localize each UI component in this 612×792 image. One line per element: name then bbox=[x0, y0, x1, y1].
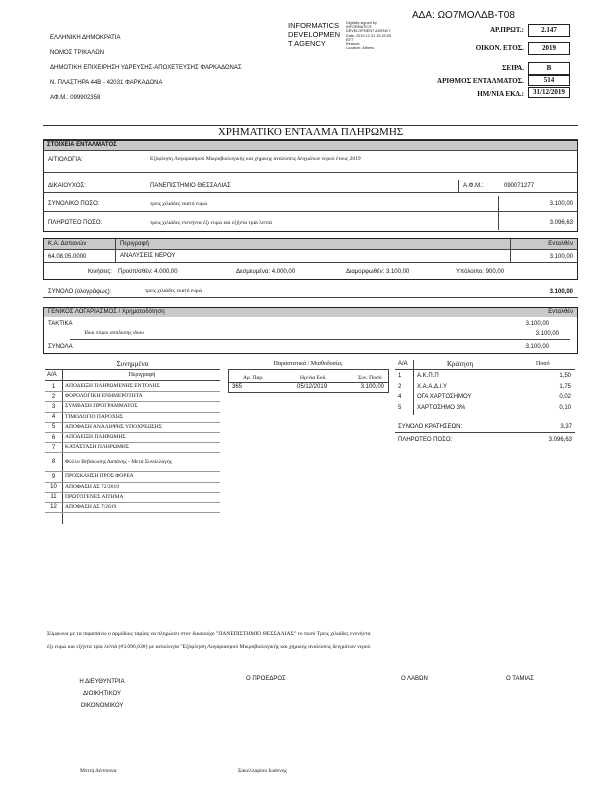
signature-line: DEVELOPMENT AGENCY bbox=[346, 29, 391, 34]
attachment-text: ΦΟΡΟΛΟΓΙΚΗ ΕΝΗΜΕΡΟΤΗΤΑ bbox=[65, 393, 143, 400]
expense-amount: 3.100,00 bbox=[549, 254, 573, 260]
signature-line: Location: Athens bbox=[346, 46, 375, 51]
plirotaio-words: τρεις χιλιάδες ενενήντα έξι ευρώ και εξήντα τρία λεπτά bbox=[150, 220, 273, 226]
attachment-number: 12 bbox=[50, 504, 57, 511]
deduction-row bbox=[395, 403, 575, 414]
general-row-label: Ίδιοι πόροι απόδοσης ιδιου bbox=[84, 330, 144, 336]
attachment-text: ΑΠΟΔΕΙΞΗ ΠΛΗΡΩΜΗΣ bbox=[65, 434, 126, 441]
org-line: ΑΦ.Μ.: 099902358 bbox=[50, 95, 101, 101]
field-value-ar-prot: 2.147 bbox=[528, 24, 570, 37]
field-value-arithmos: 514 bbox=[528, 75, 570, 86]
expense-code: 64.08.05.0000 bbox=[48, 254, 87, 260]
digital-signature bbox=[346, 21, 391, 50]
deduction-number: 5 bbox=[398, 404, 402, 411]
org-block bbox=[50, 31, 242, 106]
expense-col-desc: Περιγραφή bbox=[120, 241, 149, 247]
general-row-label: ΣΥΝΟΛΑ bbox=[48, 344, 73, 350]
deductions-list bbox=[395, 371, 575, 413]
general-row-label: ΤΑΚΤΙΚΑ bbox=[48, 321, 73, 327]
attachment-number: 1 bbox=[51, 383, 56, 390]
deduction-amount: 1,50 bbox=[559, 373, 571, 380]
deductions-col-amount: Ποσό bbox=[536, 361, 550, 367]
details-section-header: ΣΤΟΙΧΕΙΑ ΕΝΤΑΛΜΑΤΟΣ bbox=[44, 141, 577, 150]
attachment-number: 4 bbox=[51, 414, 56, 421]
synoliko-value: 3.100,00 bbox=[549, 201, 573, 207]
signature-line: EET bbox=[346, 37, 354, 42]
general-header-right: Ενταλθέν bbox=[548, 309, 573, 315]
signature-role: Η ΔΙΕΥΘΥΝΤΡΙΑ bbox=[79, 679, 125, 685]
field-value-oikon-etos: 2019 bbox=[528, 42, 570, 55]
attachments-list bbox=[45, 382, 220, 513]
attachment-number: 2 bbox=[51, 393, 56, 400]
attachment-number: 9 bbox=[51, 473, 56, 480]
attachment-row bbox=[45, 503, 220, 513]
page-title: ΧΡΗΜΑΤΙΚΟ ΕΝΤΑΛΜΑ ΠΛΗΡΩΜΗΣ bbox=[43, 125, 578, 140]
field-label-seira: ΣΕΙΡΑ. bbox=[501, 64, 524, 72]
attachment-text: Φύλλο Βεβαίωσης Δαπάνης - Μετά Συναλλαγής bbox=[65, 458, 172, 465]
general-row-value: 3.100,00 bbox=[535, 331, 559, 337]
deduction-name: Α.Κ.Π.Π bbox=[417, 373, 439, 380]
attachment-text: ΑΠΟΦΑΣΗ ΔΣ 72/2019 bbox=[65, 483, 120, 490]
ada-code: ΑΔΑ: ΩΟ7ΜΟΛΔΒ-Τ08 bbox=[412, 10, 515, 21]
attachment-row bbox=[45, 423, 220, 433]
attachment-number: 10 bbox=[50, 484, 57, 491]
field-label-oikon-etos: ΟΙΚΟΝ. ΕΤΟΣ. bbox=[475, 44, 524, 52]
sub-remaining: Υπόλοιπο: 900,00 bbox=[456, 269, 505, 275]
org-line: ΕΛΛΗΝΙΚΗ ΔΗΜΟΚΡΑΤΙΑ bbox=[50, 35, 121, 41]
deduction-number: 2 bbox=[398, 383, 402, 390]
voucher-amount: 3.100,00 bbox=[360, 384, 384, 390]
aitiologia-label: ΑΙΤΙΟΛΟΓΙΑ: bbox=[48, 157, 83, 163]
deduction-row bbox=[395, 382, 575, 393]
sub-moves-label: Κινήσεις: bbox=[88, 269, 112, 275]
sub-budget: Προϋπ/σθέν: 4.000,00 bbox=[118, 269, 178, 275]
sub-formed: Διαμορφωθέν: 3.100,00 bbox=[346, 269, 410, 275]
deduction-row bbox=[395, 392, 575, 403]
afm-value: 090071277 bbox=[504, 183, 535, 189]
attachment-row bbox=[45, 382, 220, 392]
field-label-arithmos: ΑΡΙΘΜΟΣ ΕΝΤΑΛΜΑΤΟΣ. bbox=[437, 77, 524, 85]
attachment-row bbox=[45, 493, 220, 503]
attachment-row bbox=[45, 472, 220, 482]
attachment-number: 5 bbox=[51, 424, 56, 431]
attachment-row bbox=[45, 453, 220, 472]
pay-label: ΠΛΗΡΩΤΕΟ ΠΟΣΟ: bbox=[398, 437, 453, 443]
agency-line: DEVELOPMEN bbox=[288, 30, 341, 39]
org-line: ΔΗΜΟΤΙΚΗ ΕΠΙΧΕΙΡΗΣΗ ΥΔΡΕΥΣΗΣ-ΑΠΟΧΕΤΕΥΣΗΣ ΦΑΡΚΑΔΟΝΑΣ bbox=[50, 65, 242, 71]
attachment-row bbox=[45, 433, 220, 443]
deduction-amount: 1,75 bbox=[559, 383, 571, 390]
agency-name bbox=[288, 21, 340, 48]
field-value-seira: Β bbox=[528, 62, 570, 75]
expense-col-code: Κ.Α. Δαπανών bbox=[48, 241, 87, 247]
deductions-total-value: 3,37 bbox=[560, 424, 572, 430]
plirotaio-label: ΠΛΗΡΩΤΕΟ ΠΟΣΟ: bbox=[48, 220, 103, 226]
closing-line-2: έξι ευρώ και εξήντα τρία λεπτά (#3.096,63#) με αιτιολογία "Εξόφληση Λογαριασμού Μικροβιολογικής και χημικης αναλύσεις δειγμάτων νερού bbox=[47, 644, 371, 650]
signature-cashier: Ο ΤΑΜΙΑΣ bbox=[506, 676, 534, 682]
field-label-ar-prot: ΑΡ.ΠΡΩΤ.: bbox=[489, 26, 524, 34]
signature-role: ΔΙΟΙΚΗΤΙΚΟΥ bbox=[83, 691, 121, 697]
general-row-value: 3.100,00 bbox=[525, 344, 549, 350]
attachment-text: ΑΠΟΔΕΙΞΗ ΠΛΗΡΩΜΕΝΗΣ ΕΝΤΟΛΗΣ bbox=[65, 383, 160, 390]
aitiologia-value: Εξόφληση Λογαριασμού Μικροβιολογικής και χημικης αναλύσεις δειγμάτων νερού έτους 2019 bbox=[150, 156, 361, 162]
agency-line: INFORMATICS bbox=[288, 21, 340, 30]
afm-label: Α.Φ.Μ.: bbox=[463, 183, 484, 189]
general-row-value: 3.100,00 bbox=[525, 321, 549, 327]
signature-line: Digitally signed by bbox=[346, 21, 377, 25]
closing-line-1: Σύμφωνα με τα παραπάνω ο αρμόδιος ταμίας να πληρώσει στον δικαιούχο "ΠΑΝΕΠΙΣΤΗΜΙΟ ΘΕΣΣΑΛΙΑΣ" το ποσό Τρεις χιλιάδες ενενήντα bbox=[47, 631, 371, 637]
pay-value: 3.096,63 bbox=[548, 437, 572, 443]
attachment-text: ΣΥΜΒΑΣΗ ΠΡΟΓΡΑΜΜΑΤΟΣ bbox=[65, 403, 138, 410]
signature-line: INFORMATICS bbox=[346, 25, 372, 30]
signature-name-president: Σακελλαρίου Ιωάννης bbox=[238, 768, 287, 774]
expense-description: ΑΝΑΛΥΣΕΙΣ ΝΕΡΟΥ bbox=[120, 253, 176, 259]
org-line: Ν. ΠΛΑΣΤΗΡΑ 44Β - 42031 ΦΑΡΚΑΔΟΝΑ bbox=[50, 80, 163, 86]
expense-total-words: τρεις χιλιάδες εκατό ευρώ bbox=[145, 288, 203, 294]
signature-name-director: Μπιτή Δέσποινα bbox=[80, 768, 117, 774]
attachments-col-desc: Περιγραφή bbox=[128, 372, 156, 378]
voucher-number: 365 bbox=[232, 384, 243, 390]
expense-col-amount: Ενταλθέν bbox=[548, 241, 573, 247]
attachment-text: ΑΠΟΦΑΣΗ ΔΣ 7/2019 bbox=[65, 503, 117, 510]
attachment-number: 6 bbox=[51, 434, 56, 441]
deduction-name: ΟΓΑ ΧΑΡΤΟΣΗΜΟΥ bbox=[417, 394, 472, 401]
sub-committed: Δεσμευμένα: 4.000,00 bbox=[236, 269, 296, 275]
field-value-date: 31/12/2019 bbox=[528, 87, 570, 98]
plirotaio-value: 3.096,63 bbox=[549, 220, 573, 226]
dikaiouxos-value: ΠΑΝΕΠΙΣΤΗΜΙΟ ΘΕΣΣΑΛΙΑΣ bbox=[150, 183, 231, 189]
dikaiouxos-label: ΔΙΚΑΙΟΥΧΟΣ: bbox=[48, 183, 86, 189]
attachment-row bbox=[45, 392, 220, 402]
signature-president: Ο ΠΡΟΕΔΡΟΣ bbox=[246, 676, 286, 682]
attachment-row bbox=[45, 483, 220, 493]
attachment-number: 11 bbox=[50, 494, 57, 501]
signature-line: Reason: bbox=[346, 42, 361, 47]
attachments-title: Συνημμένα bbox=[116, 360, 149, 368]
deduction-row bbox=[395, 371, 575, 382]
signature-director bbox=[62, 676, 142, 712]
attachment-row bbox=[45, 413, 220, 423]
deduction-amount: 0,10 bbox=[559, 404, 571, 411]
deduction-amount: 0,02 bbox=[559, 394, 571, 401]
voucher-date: 05/12/2019 bbox=[297, 384, 328, 390]
attachment-row bbox=[45, 402, 220, 412]
attachment-text: ΑΠΟΦΑΣΗ ΑΝΑΛΗΨΗΣ ΥΠΟΧΡΕΩΣΗΣ bbox=[65, 423, 162, 430]
agency-line: T AGENCY bbox=[288, 39, 326, 48]
attachment-number: 7 bbox=[51, 444, 56, 451]
org-line: ΝΟΜΟΣ ΤΡΙΚΑΛΩΝ bbox=[50, 50, 105, 56]
deduction-name: ΧΑΡΤΟΣΗΜΟ 3% bbox=[417, 404, 466, 411]
deduction-name: Χ.Α.Α.Δ.Ι.Υ bbox=[417, 383, 448, 390]
attachment-number: 8 bbox=[51, 459, 56, 466]
attachment-text: ΚΑΤΑΣΤΑΣΗ ΠΛΗΡΩΜΗΣ bbox=[65, 444, 130, 451]
expense-total-value: 3.100,00 bbox=[549, 289, 573, 295]
attachment-number: 3 bbox=[51, 403, 56, 410]
attachment-text: ΠΡΩΤΟΓΕΝΕΣ ΑΙΤΗΜΑ bbox=[65, 493, 124, 500]
vouchers-col-no: Αρ. Παρ. bbox=[243, 375, 264, 381]
attachments-col-aa: Α/Α bbox=[47, 372, 57, 378]
expense-total-label: ΣΥΝΟΛΟ (ολογράφως): bbox=[48, 289, 112, 295]
signature-role: ΟΙΚΟΝΟΜΙΚΟΥ bbox=[80, 703, 124, 709]
attachment-text: ΠΡΟΣΚΛΗΣΗ ΠΡΟΣ ΦΟΡΕΑ bbox=[65, 473, 134, 480]
field-label-date: ΗΜ/ΝΙΑ ΕΚΔ.: bbox=[477, 90, 524, 98]
deduction-number: 1 bbox=[398, 373, 402, 380]
deduction-number: 4 bbox=[398, 394, 402, 401]
signature-receiver: Ο ΛΑΒΩΝ bbox=[401, 676, 428, 682]
deductions-col-aa: Α/Α bbox=[398, 361, 408, 367]
vouchers-col-amount: Συν. Ποσό bbox=[358, 375, 382, 381]
general-header-label: ΓΕΝΙΚΟΣ ΛΟΓΑΡΙΑΣΜΟΣ / Χρηματοδότηση bbox=[48, 309, 165, 315]
signature-line: Date: 2019.12.31 15:23:05 bbox=[346, 33, 392, 38]
attachment-text: ΤΙΜΟΛΟΓΙΟ ΠΑΡΟΧΗΣ bbox=[65, 413, 124, 420]
deductions-total-label: ΣΥΝΟΛΟ ΚΡΑΤΗΣΕΩΝ: bbox=[398, 424, 463, 430]
attachment-row bbox=[45, 443, 220, 453]
vouchers-col-date: Ημ/νία Εκδ. bbox=[300, 375, 327, 381]
vouchers-title: Παραστατικά / Μισθοδοσίες bbox=[273, 361, 343, 367]
deductions-col-name: Κράτηση bbox=[447, 360, 474, 368]
synoliko-words: τρεις χιλιάδες εκατό ευρώ bbox=[150, 201, 208, 207]
synoliko-label: ΣΥΝΟΛΙΚΟ ΠΟΣΟ: bbox=[48, 201, 100, 207]
